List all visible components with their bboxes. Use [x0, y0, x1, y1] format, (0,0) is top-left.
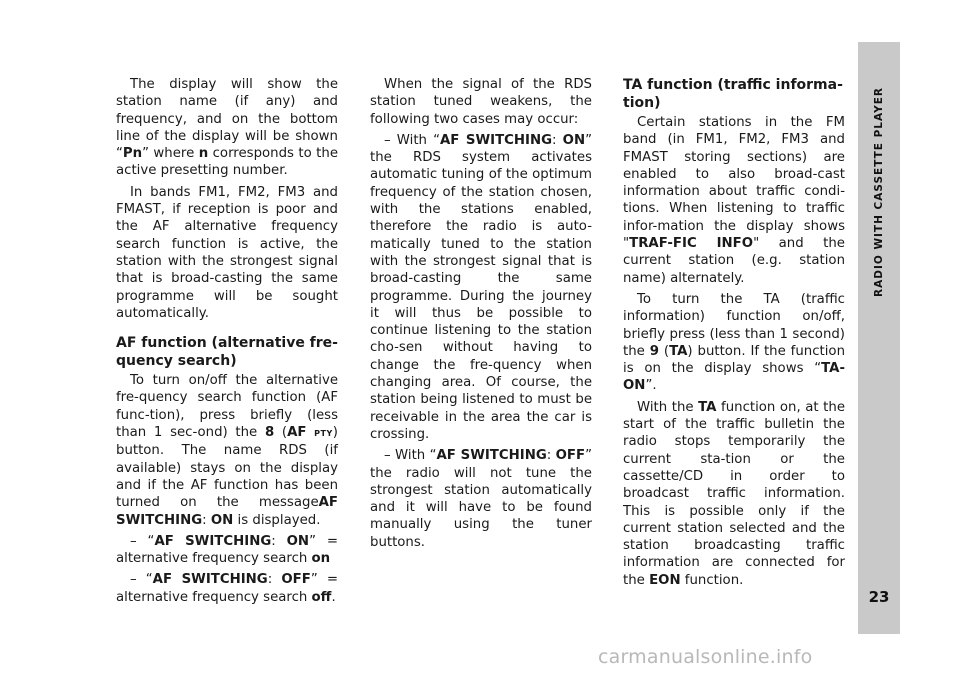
column-3: [623, 76, 845, 589]
paragraph-af-switching-off: – With “AF SWITCHING: OFF” the radio will not tune the strongest station automatically and it will have to be found manually using the tuner buttons.: [370, 448, 592, 550]
paragraph-ta-toggle: To turn the TA (traffic information) function on/off, briefly press (less than 1 second) the 9 (TA) button. If the function is on the display shows “TA-ON”.: [623, 291, 845, 394]
paragraph-fm-bands: In bands FM1, FM2, FM3 and FMAST, if reception is poor and the AF alternative frequency search function is active, the station with the strongest signal that is broad-casting the same programme will be sought automatically.: [116, 184, 338, 321]
paragraph-af-toggle: To turn on/off the alternative fre-quency search function (AF func-tion), press briefly (less than 1 sec-ond) the 8 (AF PTY) button. The name RDS (if available) stays on the display and if the AF function has been turned on the messageAF SWITCHING: ON is displayed.: [116, 373, 338, 528]
column-1: [116, 76, 338, 606]
paragraph-af-switching-on: – With “AF SWITCHING: ON” the RDS system activates automatic tuning of the optimum frequency of the station chosen, with the stations enabled, therefore the radio is auto-matically tuned to the station with the strongest signal that is broad-casting the same programme. During the journey it will thus be possible to continue listening to the station cho-sen without having to change the fre-quency when changing area. Of course, the station being listened to must be receivable in the area the car is crossing.: [370, 132, 592, 442]
heading-af-function: AF function (alternative fre-quency search): [116, 335, 338, 370]
paragraph-display-info: The display will show the station name (if any) and frequency, and on the bottom line of the display will be shown “Pn” where n corresponds to the active presetting number.: [116, 77, 338, 179]
paragraph-af-on: – “AF SWITCHING: ON” = alternative frequency search on: [116, 533, 338, 567]
paragraph-ta-stations: Certain stations in the FM band (in FM1, FM2, FM3 and FMAST storing sections) are enabled to also broad-cast information about traffic condi-tions. When listening to traffic infor-mation the display shows "TRAF-FIC INFO" and the current station (e.g. station name) alternately.: [623, 115, 845, 286]
sidebar-band: [858, 42, 900, 634]
watermark: carmanualsonline.info: [598, 646, 813, 668]
column-2: [370, 76, 592, 551]
heading-ta-function: TA function (traffic informa-tion): [623, 77, 843, 111]
paragraph-af-off: – “AF SWITCHING: OFF” = alternative frequency search off.: [116, 572, 338, 605]
page-number: 23: [868, 588, 890, 606]
paragraph-ta-on: With the TA function on, at the start of the traffic bulletin the radio stops temporarily the current sta-tion or the cassette/CD in order to broadcast traffic information. This is possible only if the current station selected and the station broadcasting traffic information are connected for the EON function.: [623, 399, 846, 588]
sidebar-title-wrap: [858, 42, 900, 302]
section-title: RADIO WITH CASSETTE PLAYER: [873, 87, 885, 297]
paragraph-signal-weakens: When the signal of the RDS station tuned weakens, the following two cases may occur:: [370, 77, 592, 127]
